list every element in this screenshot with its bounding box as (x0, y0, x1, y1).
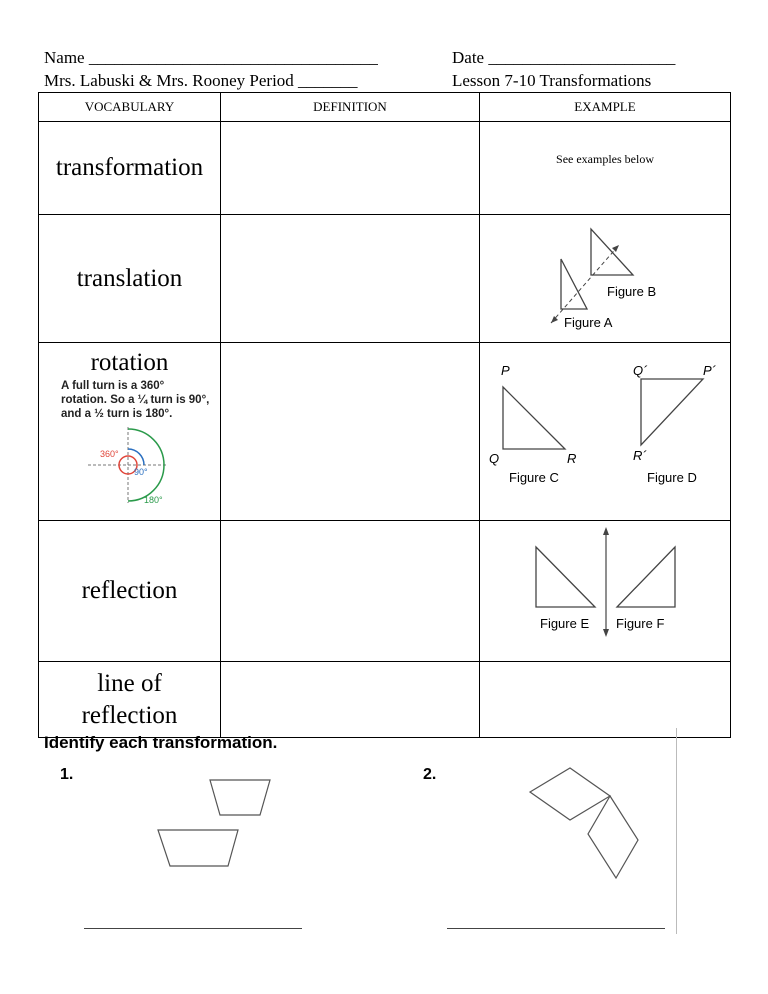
question-1-number: 1. (60, 766, 74, 783)
definition-cell[interactable] (221, 343, 480, 521)
example-cell (480, 343, 731, 521)
arrow-head-icon (612, 245, 619, 252)
rotation-note (39, 379, 220, 421)
term-line-1: line of (97, 669, 162, 697)
vertex-p-prime: P´ (702, 363, 716, 378)
vertex-q: Q (488, 451, 499, 466)
term-line-2: reflection (81, 701, 178, 729)
figure-d-label: Figure D (646, 470, 697, 485)
name-label: Name (44, 48, 85, 67)
note-line: rotation. So a ¼ turn is 90°, (61, 394, 210, 406)
term-rotation: rotation (90, 349, 169, 376)
clip-edge-divider (676, 728, 677, 934)
question-2-number: 2. (423, 766, 437, 783)
example-cell (480, 521, 731, 662)
arrow-head-icon (551, 316, 558, 323)
vocabulary-table (38, 92, 731, 738)
angle-360-label: 360° (99, 449, 119, 459)
answer-line-1[interactable] (84, 928, 302, 929)
table-row (39, 662, 731, 738)
date-field[interactable] (452, 48, 675, 68)
date-blank[interactable]: ______________________ (488, 48, 676, 67)
table-row (39, 521, 731, 662)
example-cell[interactable] (480, 662, 731, 738)
vertex-r-prime: R´ (632, 448, 647, 463)
definition-cell[interactable] (221, 122, 480, 215)
example-cell (480, 122, 731, 215)
arrow-up-icon (603, 527, 609, 535)
teachers-period (44, 71, 358, 91)
vertex-p: P (500, 363, 510, 378)
vertex-q-prime: Q´ (632, 363, 647, 378)
col-definition: DEFINITION (221, 93, 480, 122)
figure-e-triangle (536, 547, 595, 607)
term-translation: translation (39, 215, 221, 343)
example-text: See examples below (556, 152, 654, 166)
date-label: Date (452, 48, 485, 67)
trapezoid-shape (158, 830, 238, 866)
angle-90-label: 90° (133, 467, 148, 477)
term-line-of-reflection (39, 662, 221, 738)
col-example: EXAMPLE (480, 93, 731, 122)
figure-e-label: Figure E (539, 616, 589, 631)
exercise-title: Identify each transformation. (44, 733, 278, 752)
translation-figure (481, 215, 730, 337)
question-2-figure (520, 762, 670, 887)
term-cell (39, 343, 221, 521)
teachers-label: Mrs. Labuski & Mrs. Rooney Period (44, 71, 294, 90)
term-transformation: transformation (39, 122, 221, 215)
answer-line-2[interactable] (447, 928, 665, 929)
table-row (39, 215, 731, 343)
rhombus-shape (588, 796, 638, 878)
note-line: and a ½ turn is 180°. (61, 408, 173, 420)
trapezoid-shape (210, 780, 270, 815)
rotation-figure (481, 343, 730, 515)
term-reflection: reflection (39, 521, 221, 662)
lesson-title: Lesson 7-10 Transformations (452, 71, 652, 90)
definition-cell[interactable] (221, 215, 480, 343)
table-row (39, 122, 731, 215)
rotation-angle-diagram (40, 421, 220, 507)
figure-c-triangle (503, 387, 565, 449)
figure-a-label: Figure A (563, 315, 612, 330)
table-header-row (39, 93, 731, 122)
period-blank[interactable]: _______ (298, 71, 358, 90)
definition-cell[interactable] (221, 662, 480, 738)
reflection-figure (481, 521, 730, 656)
figure-d-triangle (641, 379, 703, 445)
definition-cell[interactable] (221, 521, 480, 662)
note-line: A full turn is a 360° (61, 380, 165, 392)
figure-f-triangle (617, 547, 675, 607)
col-vocabulary: VOCABULARY (39, 93, 221, 122)
figure-a-triangle (561, 259, 587, 309)
name-field[interactable] (44, 48, 378, 68)
question-1-figure (140, 770, 280, 880)
arrow-down-icon (603, 629, 609, 637)
rhombus-shape (530, 768, 610, 820)
figure-b-label: Figure B (606, 284, 656, 299)
vertex-r: R (566, 451, 576, 466)
example-cell (480, 215, 731, 343)
figure-b-triangle (591, 229, 633, 275)
figure-c-label: Figure C (508, 470, 559, 485)
name-blank[interactable]: __________________________________ (88, 48, 378, 67)
figure-f-label: Figure F (615, 616, 664, 631)
angle-180-label: 180° (143, 495, 163, 505)
table-row (39, 343, 731, 521)
